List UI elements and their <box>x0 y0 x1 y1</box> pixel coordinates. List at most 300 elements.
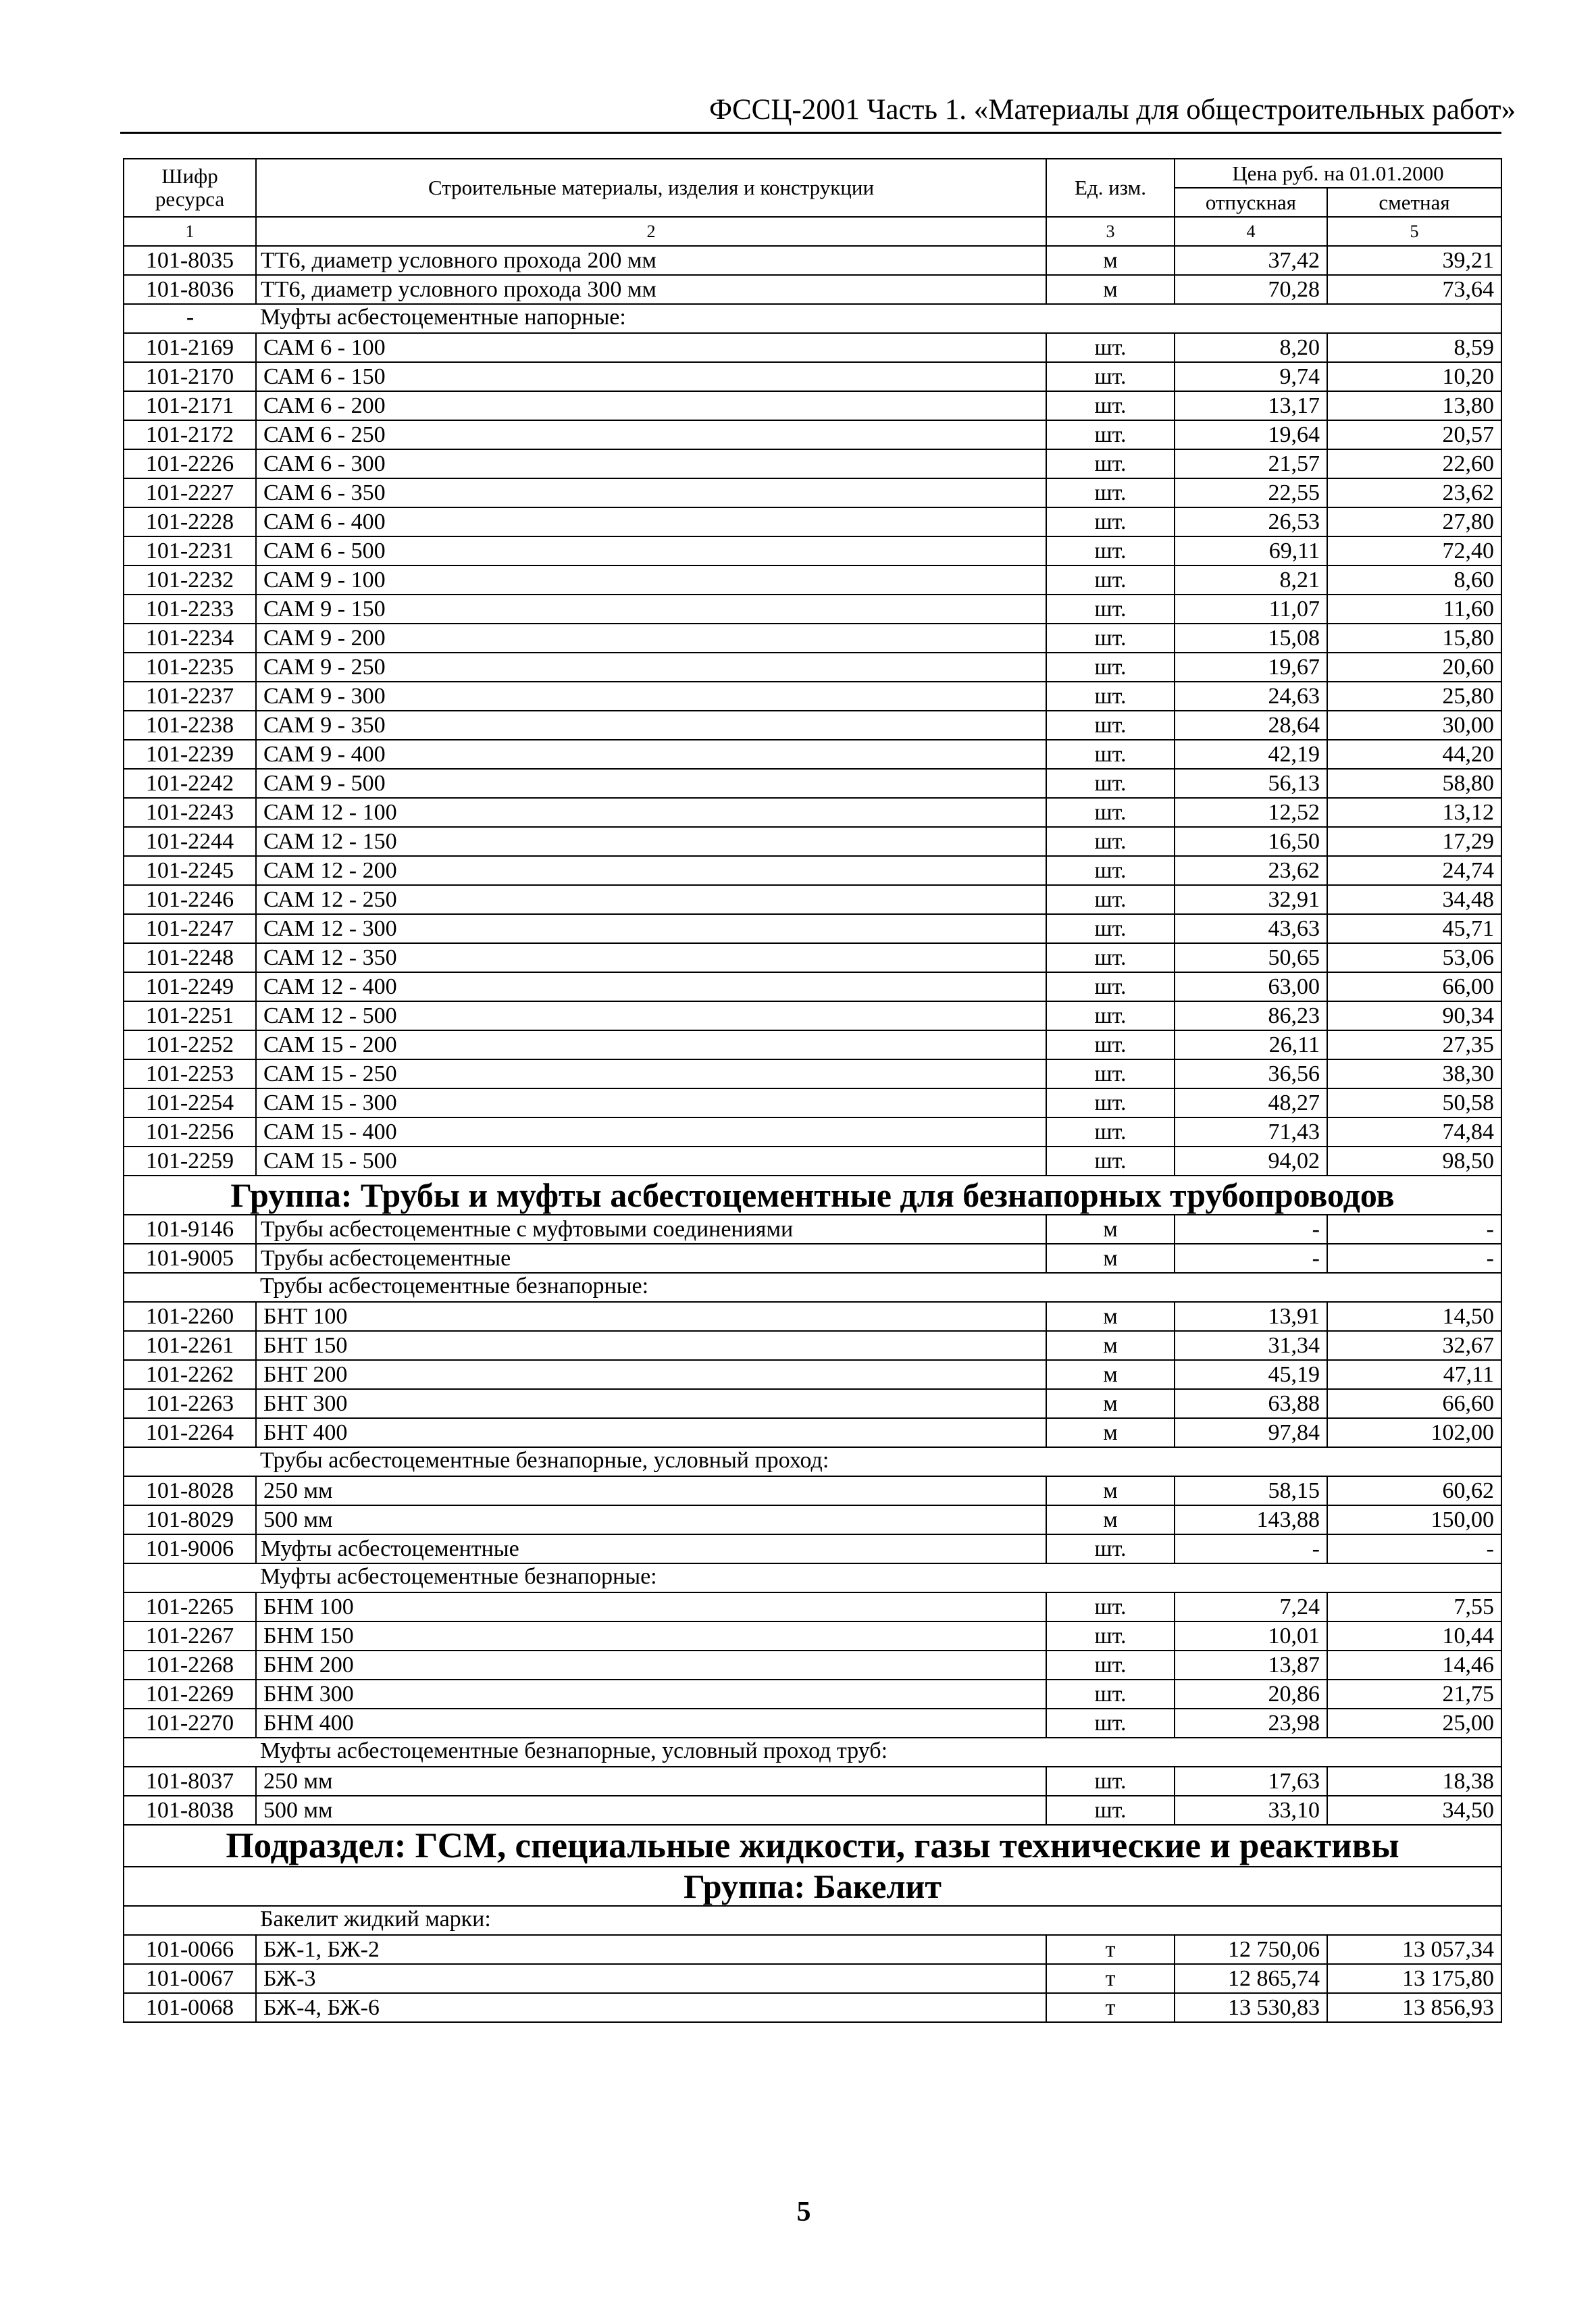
resource-code: 101-2262 <box>124 1360 256 1389</box>
release-price: 86,23 <box>1175 1001 1327 1030</box>
unit-cell: м <box>1046 1389 1175 1418</box>
resource-code: 101-2235 <box>124 653 256 682</box>
estimate-price: 45,71 <box>1327 914 1501 943</box>
resource-code: 101-2270 <box>124 1709 256 1738</box>
unit-cell: т <box>1046 1935 1175 1964</box>
release-price: 9,74 <box>1175 362 1327 391</box>
table-row <box>124 449 1501 478</box>
estimate-price: 30,00 <box>1327 711 1501 740</box>
unit-cell: шт. <box>1046 1767 1175 1796</box>
unit-cell: м <box>1046 1360 1175 1389</box>
resource-code: 101-0066 <box>124 1935 256 1964</box>
material-name: САМ 12 - 100 <box>256 798 1046 827</box>
material-name: БНТ 200 <box>256 1360 1046 1389</box>
table-row <box>124 972 1501 1001</box>
subheading-marker <box>124 1447 256 1476</box>
estimate-price: 53,06 <box>1327 943 1501 972</box>
table-row <box>124 1331 1501 1360</box>
material-name: САМ 6 - 100 <box>256 333 1046 362</box>
subheading-row <box>124 1273 1501 1302</box>
release-price: 19,64 <box>1175 420 1327 449</box>
table-row <box>124 391 1501 420</box>
col-header-code: Шифр ресурса <box>124 159 256 217</box>
section-heading-row <box>124 1825 1501 1867</box>
table-row <box>124 1993 1501 2022</box>
release-price: 71,43 <box>1175 1117 1327 1147</box>
unit-cell: шт. <box>1046 362 1175 391</box>
estimate-price: 24,74 <box>1327 856 1501 885</box>
column-numbers-row <box>124 217 1501 246</box>
column-number: 4 <box>1175 217 1327 246</box>
resource-code: 101-9005 <box>124 1244 256 1273</box>
table-row <box>124 1651 1501 1680</box>
estimate-price: 39,21 <box>1327 246 1501 275</box>
resource-code: 101-8029 <box>124 1505 256 1534</box>
release-price: 63,88 <box>1175 1389 1327 1418</box>
estimate-price: 15,80 <box>1327 624 1501 653</box>
table-row <box>124 1709 1501 1738</box>
unit-cell: м <box>1046 275 1175 304</box>
estimate-price: 44,20 <box>1327 740 1501 769</box>
material-name: САМ 12 - 350 <box>256 943 1046 972</box>
unit-cell: шт. <box>1046 798 1175 827</box>
subheading-marker <box>124 1906 256 1935</box>
material-name: САМ 6 - 150 <box>256 362 1046 391</box>
subheading-row <box>124 304 1501 333</box>
table-row <box>124 827 1501 856</box>
table-row <box>124 1147 1501 1176</box>
unit-cell: шт. <box>1046 885 1175 914</box>
estimate-price: 13 856,93 <box>1327 1993 1501 2022</box>
release-price: 15,08 <box>1175 624 1327 653</box>
release-price: 94,02 <box>1175 1147 1327 1176</box>
subheading-marker <box>124 1738 256 1767</box>
unit-cell: шт. <box>1046 856 1175 885</box>
resource-code: 101-8036 <box>124 275 256 304</box>
estimate-price: 50,58 <box>1327 1088 1501 1117</box>
table-row <box>124 478 1501 507</box>
material-name: САМ 15 - 250 <box>256 1059 1046 1088</box>
table-row <box>124 1592 1501 1621</box>
group-heading-row <box>124 1176 1501 1215</box>
resource-code: 101-2254 <box>124 1088 256 1117</box>
release-price: 22,55 <box>1175 478 1327 507</box>
material-name: САМ 12 - 400 <box>256 972 1046 1001</box>
unit-cell: шт. <box>1046 507 1175 536</box>
material-name: 250 мм <box>256 1767 1046 1796</box>
resource-code: 101-2259 <box>124 1147 256 1176</box>
release-price: 143,88 <box>1175 1505 1327 1534</box>
estimate-price: - <box>1327 1534 1501 1563</box>
table-row <box>124 943 1501 972</box>
release-price: 23,98 <box>1175 1709 1327 1738</box>
section-title: Подраздел: ГСМ, специальные жидкости, газы технические и реактивы <box>124 1825 1501 1867</box>
material-name: БНМ 300 <box>256 1680 1046 1709</box>
subheading-title: Трубы асбестоцементные безнапорные, условный проход: <box>256 1447 1501 1476</box>
unit-cell: шт. <box>1046 1117 1175 1147</box>
unit-cell: м <box>1046 1476 1175 1505</box>
release-price: 50,65 <box>1175 943 1327 972</box>
release-price: 12 750,06 <box>1175 1935 1327 1964</box>
subheading-title: Бакелит жидкий марки: <box>256 1906 1501 1935</box>
release-price: 33,10 <box>1175 1796 1327 1825</box>
estimate-price: 66,60 <box>1327 1389 1501 1418</box>
subheading-title: Муфты асбестоцементные напорные: <box>256 304 1501 333</box>
page-number: 5 <box>796 2196 811 2228</box>
subheading-title: Трубы асбестоцементные безнапорные: <box>256 1273 1501 1302</box>
estimate-price: 25,80 <box>1327 682 1501 711</box>
table-row <box>124 1418 1501 1447</box>
subheading-title: Муфты асбестоцементные безнапорные, условный проход труб: <box>256 1738 1501 1767</box>
resource-code: 101-2239 <box>124 740 256 769</box>
release-price: 37,42 <box>1175 246 1327 275</box>
resource-code: 101-2243 <box>124 798 256 827</box>
table-row <box>124 653 1501 682</box>
material-name: САМ 15 - 400 <box>256 1117 1046 1147</box>
unit-cell: шт. <box>1046 914 1175 943</box>
material-name: САМ 9 - 150 <box>256 595 1046 624</box>
unit-cell: шт. <box>1046 1001 1175 1030</box>
estimate-price: 17,29 <box>1327 827 1501 856</box>
material-name: САМ 15 - 300 <box>256 1088 1046 1117</box>
release-price: 11,07 <box>1175 595 1327 624</box>
subheading-marker: - <box>124 304 256 333</box>
material-name: САМ 15 - 200 <box>256 1030 1046 1059</box>
unit-cell: шт. <box>1046 391 1175 420</box>
table-row <box>124 798 1501 827</box>
release-price: 19,67 <box>1175 653 1327 682</box>
table-row <box>124 1476 1501 1505</box>
unit-cell: шт. <box>1046 943 1175 972</box>
unit-cell: шт. <box>1046 1592 1175 1621</box>
release-price: 70,28 <box>1175 275 1327 304</box>
resource-code: 101-2246 <box>124 885 256 914</box>
release-price: 21,57 <box>1175 449 1327 478</box>
table-row <box>124 885 1501 914</box>
estimate-price: 21,75 <box>1327 1680 1501 1709</box>
resource-code: 101-0067 <box>124 1964 256 1993</box>
material-name: БЖ-3 <box>256 1964 1046 1993</box>
material-name: БНТ 100 <box>256 1302 1046 1331</box>
table-row <box>124 1389 1501 1418</box>
estimate-price: 20,60 <box>1327 653 1501 682</box>
unit-cell: шт. <box>1046 333 1175 362</box>
estimate-price: 13,12 <box>1327 798 1501 827</box>
resource-code: 101-2245 <box>124 856 256 885</box>
release-price: 56,13 <box>1175 769 1327 798</box>
unit-cell: шт. <box>1046 653 1175 682</box>
material-name: САМ 9 - 350 <box>256 711 1046 740</box>
unit-cell: м <box>1046 1215 1175 1244</box>
table-row <box>124 420 1501 449</box>
unit-cell: шт. <box>1046 769 1175 798</box>
subheading-row <box>124 1738 1501 1767</box>
release-price: - <box>1175 1534 1327 1563</box>
unit-cell: шт. <box>1046 682 1175 711</box>
release-price: 63,00 <box>1175 972 1327 1001</box>
estimate-price: 90,34 <box>1327 1001 1501 1030</box>
table-row <box>124 856 1501 885</box>
table-row <box>124 1059 1501 1088</box>
material-name: 500 мм <box>256 1505 1046 1534</box>
table-row <box>124 1215 1501 1244</box>
unit-cell: шт. <box>1046 1030 1175 1059</box>
release-price: 13,17 <box>1175 391 1327 420</box>
table-row <box>124 275 1501 304</box>
release-price: 8,21 <box>1175 565 1327 595</box>
unit-cell: т <box>1046 1964 1175 1993</box>
unit-cell: шт. <box>1046 449 1175 478</box>
release-price: 24,63 <box>1175 682 1327 711</box>
estimate-price: 150,00 <box>1327 1505 1501 1534</box>
material-name: 500 мм <box>256 1796 1046 1825</box>
unit-cell: шт. <box>1046 565 1175 595</box>
column-number: 3 <box>1046 217 1175 246</box>
material-name: Трубы асбестоцементные <box>256 1244 1046 1273</box>
column-number: 5 <box>1327 217 1501 246</box>
estimate-price: 8,59 <box>1327 333 1501 362</box>
material-name: САМ 6 - 500 <box>256 536 1046 565</box>
table-row <box>124 1534 1501 1563</box>
resource-code: 101-2263 <box>124 1389 256 1418</box>
column-number: 1 <box>124 217 256 246</box>
material-name: БЖ-4, БЖ-6 <box>256 1993 1046 2022</box>
release-price: 13,91 <box>1175 1302 1327 1331</box>
resource-code: 101-8035 <box>124 246 256 275</box>
release-price: 36,56 <box>1175 1059 1327 1088</box>
resource-code: 101-2248 <box>124 943 256 972</box>
table-row <box>124 1964 1501 1993</box>
unit-cell: м <box>1046 1244 1175 1273</box>
unit-cell: шт. <box>1046 1147 1175 1176</box>
material-name: ТТ6, диаметр условного прохода 300 мм <box>256 275 1046 304</box>
material-name: БНТ 150 <box>256 1331 1046 1360</box>
table-row <box>124 362 1501 391</box>
table-row <box>124 1796 1501 1825</box>
material-name: БНМ 150 <box>256 1621 1046 1651</box>
release-price: 45,19 <box>1175 1360 1327 1389</box>
col-header-name: Строительные материалы, изделия и конструкции <box>256 159 1046 217</box>
release-price: 23,62 <box>1175 856 1327 885</box>
estimate-price: 20,57 <box>1327 420 1501 449</box>
unit-cell: м <box>1046 1505 1175 1534</box>
resource-code: 101-2253 <box>124 1059 256 1088</box>
material-name: САМ 12 - 500 <box>256 1001 1046 1030</box>
estimate-price: 74,84 <box>1327 1117 1501 1147</box>
material-name: САМ 6 - 300 <box>256 449 1046 478</box>
estimate-price: 11,60 <box>1327 595 1501 624</box>
resource-code: 101-8028 <box>124 1476 256 1505</box>
unit-cell: м <box>1046 1418 1175 1447</box>
estimate-price: 72,40 <box>1327 536 1501 565</box>
unit-cell: шт. <box>1046 595 1175 624</box>
release-price: 26,53 <box>1175 507 1327 536</box>
release-price: 97,84 <box>1175 1418 1327 1447</box>
resource-code: 101-2244 <box>124 827 256 856</box>
release-price: 26,11 <box>1175 1030 1327 1059</box>
resource-code: 101-2268 <box>124 1651 256 1680</box>
resource-code: 101-2242 <box>124 769 256 798</box>
resource-code: 101-9006 <box>124 1534 256 1563</box>
estimate-price: 23,62 <box>1327 478 1501 507</box>
material-name: САМ 9 - 250 <box>256 653 1046 682</box>
table-row <box>124 1117 1501 1147</box>
material-name: САМ 9 - 400 <box>256 740 1046 769</box>
estimate-price: 27,35 <box>1327 1030 1501 1059</box>
unit-cell: шт. <box>1046 1621 1175 1651</box>
resource-code: 101-2264 <box>124 1418 256 1447</box>
release-price: - <box>1175 1244 1327 1273</box>
release-price: 48,27 <box>1175 1088 1327 1117</box>
release-price: 69,11 <box>1175 536 1327 565</box>
table-row <box>124 624 1501 653</box>
resource-code: 101-2171 <box>124 391 256 420</box>
estimate-price: 66,00 <box>1327 972 1501 1001</box>
table-row <box>124 1680 1501 1709</box>
resource-code: 101-2228 <box>124 507 256 536</box>
unit-cell: шт. <box>1046 1680 1175 1709</box>
resource-code: 101-0068 <box>124 1993 256 2022</box>
resource-code: 101-2247 <box>124 914 256 943</box>
resource-code: 101-2233 <box>124 595 256 624</box>
resource-code: 101-2237 <box>124 682 256 711</box>
unit-cell: шт. <box>1046 827 1175 856</box>
release-price: 20,86 <box>1175 1680 1327 1709</box>
resource-code: 101-2252 <box>124 1030 256 1059</box>
table-body <box>124 246 1501 2022</box>
column-number: 2 <box>256 217 1046 246</box>
release-price: 32,91 <box>1175 885 1327 914</box>
subheading-row <box>124 1563 1501 1592</box>
resource-code: 101-2251 <box>124 1001 256 1030</box>
material-name: САМ 6 - 250 <box>256 420 1046 449</box>
unit-cell: м <box>1046 246 1175 275</box>
table-row <box>124 914 1501 943</box>
table-row <box>124 595 1501 624</box>
material-name: САМ 9 - 100 <box>256 565 1046 595</box>
estimate-price: 34,50 <box>1327 1796 1501 1825</box>
table-row <box>124 1302 1501 1331</box>
estimate-price: - <box>1327 1244 1501 1273</box>
estimate-price: 14,50 <box>1327 1302 1501 1331</box>
release-price: 13 530,83 <box>1175 1993 1327 2022</box>
subheading-row <box>124 1447 1501 1476</box>
resource-code: 101-2265 <box>124 1592 256 1621</box>
release-price: 43,63 <box>1175 914 1327 943</box>
material-name: САМ 12 - 150 <box>256 827 1046 856</box>
table-row <box>124 1001 1501 1030</box>
estimate-price: 13 057,34 <box>1327 1935 1501 1964</box>
release-price: 10,01 <box>1175 1621 1327 1651</box>
estimate-price: 34,48 <box>1327 885 1501 914</box>
table-row <box>124 682 1501 711</box>
material-name: БНМ 400 <box>256 1709 1046 1738</box>
material-name: БЖ-1, БЖ-2 <box>256 1935 1046 1964</box>
resource-code: 101-2169 <box>124 333 256 362</box>
table-row <box>124 740 1501 769</box>
release-price: 13,87 <box>1175 1651 1327 1680</box>
resource-code: 101-2238 <box>124 711 256 740</box>
release-price: 17,63 <box>1175 1767 1327 1796</box>
release-price: 42,19 <box>1175 740 1327 769</box>
release-price: 12,52 <box>1175 798 1327 827</box>
group-heading-row <box>124 1867 1501 1906</box>
unit-cell: шт. <box>1046 740 1175 769</box>
release-price: 7,24 <box>1175 1592 1327 1621</box>
resource-code: 101-2232 <box>124 565 256 595</box>
table-row <box>124 711 1501 740</box>
unit-cell: шт. <box>1046 420 1175 449</box>
estimate-price: 38,30 <box>1327 1059 1501 1088</box>
estimate-price: 13 175,80 <box>1327 1964 1501 1993</box>
resource-code: 101-2170 <box>124 362 256 391</box>
estimate-price: 10,20 <box>1327 362 1501 391</box>
estimate-price: 47,11 <box>1327 1360 1501 1389</box>
material-name: САМ 9 - 300 <box>256 682 1046 711</box>
resource-code: 101-2249 <box>124 972 256 1001</box>
estimate-price: - <box>1327 1215 1501 1244</box>
release-price: 12 865,74 <box>1175 1964 1327 1993</box>
unit-cell: шт. <box>1046 1088 1175 1117</box>
estimate-price: 7,55 <box>1327 1592 1501 1621</box>
subheading-marker <box>124 1563 256 1592</box>
resource-code: 101-2226 <box>124 449 256 478</box>
estimate-price: 32,67 <box>1327 1331 1501 1360</box>
unit-cell: шт. <box>1046 1709 1175 1738</box>
resource-code: 101-2261 <box>124 1331 256 1360</box>
material-name: ТТ6, диаметр условного прохода 200 мм <box>256 246 1046 275</box>
estimate-price: 27,80 <box>1327 507 1501 536</box>
estimate-price: 102,00 <box>1327 1418 1501 1447</box>
group-title: Группа: Трубы и муфты асбестоцементные для безнапорных трубопроводов <box>124 1176 1501 1215</box>
unit-cell: м <box>1046 1302 1175 1331</box>
table-row <box>124 1767 1501 1796</box>
estimate-price: 58,80 <box>1327 769 1501 798</box>
material-name: САМ 12 - 250 <box>256 885 1046 914</box>
table-row <box>124 1505 1501 1534</box>
material-name: САМ 9 - 500 <box>256 769 1046 798</box>
resource-code: 101-8037 <box>124 1767 256 1796</box>
table-row <box>124 769 1501 798</box>
price-table <box>123 158 1502 2023</box>
release-price: 31,34 <box>1175 1331 1327 1360</box>
material-name: Муфты асбестоцементные <box>256 1534 1046 1563</box>
material-name: САМ 12 - 300 <box>256 914 1046 943</box>
resource-code: 101-2267 <box>124 1621 256 1651</box>
material-name: БНТ 300 <box>256 1389 1046 1418</box>
table-row <box>124 536 1501 565</box>
table-row <box>124 1244 1501 1273</box>
material-name: 250 мм <box>256 1476 1046 1505</box>
unit-cell: м <box>1046 1331 1175 1360</box>
col-header-estimate: сметная <box>1327 188 1501 217</box>
resource-code: 101-2256 <box>124 1117 256 1147</box>
release-price: - <box>1175 1215 1327 1244</box>
material-name: БНМ 200 <box>256 1651 1046 1680</box>
release-price: 58,15 <box>1175 1476 1327 1505</box>
unit-cell: шт. <box>1046 624 1175 653</box>
estimate-price: 98,50 <box>1327 1147 1501 1176</box>
material-name: САМ 6 - 350 <box>256 478 1046 507</box>
release-price: 28,64 <box>1175 711 1327 740</box>
unit-cell: шт. <box>1046 1534 1175 1563</box>
estimate-price: 22,60 <box>1327 449 1501 478</box>
unit-cell: шт. <box>1046 1796 1175 1825</box>
resource-code: 101-2234 <box>124 624 256 653</box>
unit-cell: т <box>1046 1993 1175 2022</box>
material-name: Трубы асбестоцементные с муфтовыми соединениями <box>256 1215 1046 1244</box>
unit-cell: шт. <box>1046 711 1175 740</box>
